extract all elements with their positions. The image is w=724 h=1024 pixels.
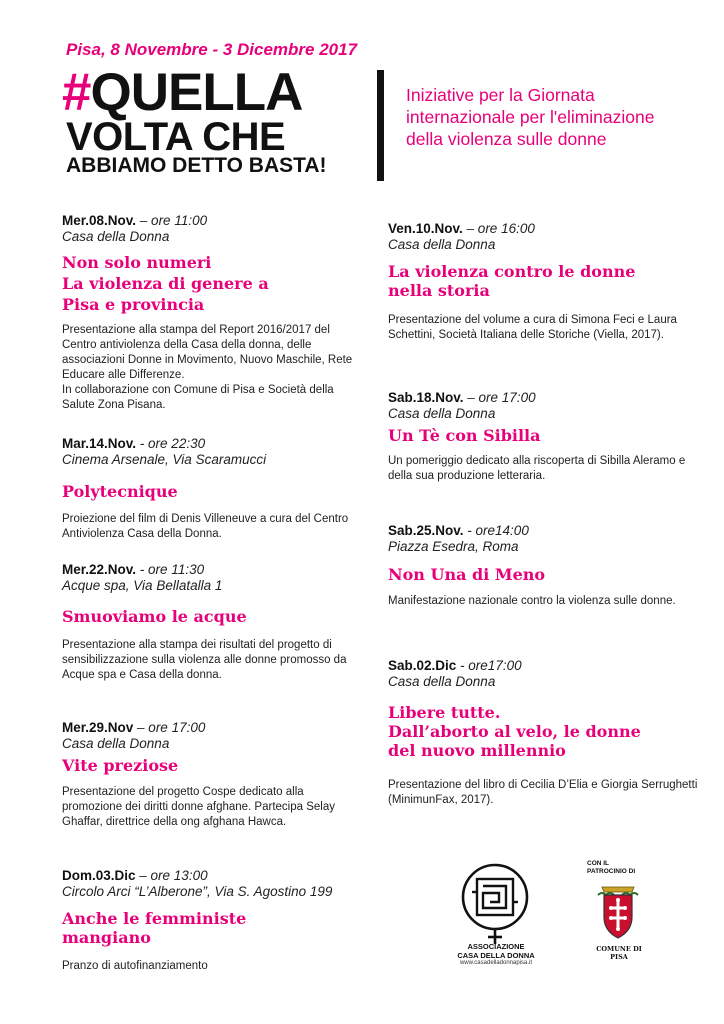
event-day: Sab.02.Dic <box>388 658 457 673</box>
event-place: Piazza Esedra, Roma <box>388 539 519 554</box>
association-name: ASSOCIAZIONE CASA DELLA DONNA <box>457 942 535 960</box>
event-title: Libere tutte. Dall’aborto al velo, le donne del nuovo millennio <box>388 703 641 760</box>
event-description: Presentazione del libro di Cecilia D’Elia e Giorgia Serrughetti (MinimunFax, 2017). <box>388 779 698 806</box>
event-title: Smuoviamo le acque <box>62 607 247 626</box>
headline-line-2: VOLTA CHE <box>66 115 286 159</box>
event-time: - ore 22:30 <box>136 436 206 451</box>
event-card <box>62 436 357 542</box>
event-description: Pranzo di autofinanziamento <box>62 960 208 972</box>
event-description: Un pomeriggio dedicato alla riscoperta di Sibilla Aleramo e della sua produzione letteraria. <box>388 455 686 482</box>
event-title: Non Una di Meno <box>388 565 546 584</box>
event-title: Vite preziose <box>62 756 179 775</box>
event-time: – ore 11:00 <box>136 213 208 228</box>
event-description: Presentazione alla stampa del Report 2016/2017 del Centro antiviolenza della Casa della donna, delle associazioni Donne in Movimento, Nuovo Maschile, Rete Educare alle Differenze. In collaborazione con Comune di Pisa e Società della Salute Zona Pisana. <box>62 324 353 411</box>
event-date <box>62 436 357 452</box>
headline-hashtag <box>62 63 303 122</box>
event-time: – ore 17:00 <box>133 720 206 735</box>
event-date <box>62 868 382 884</box>
event-description: Proiezione del film di Denis Villeneuve a cura del Centro Antiviolenza Casa della Donna. <box>62 513 349 540</box>
event-place: Acque spa, Via Bellatalla 1 <box>62 578 223 593</box>
event-card <box>62 868 382 974</box>
event-time: – ore 13:00 <box>135 868 208 883</box>
event-time: – ore 17:00 <box>463 390 536 405</box>
event-day: Sab.25.Nov. <box>388 523 464 538</box>
event-day: Mer.08.Nov. <box>62 213 137 228</box>
event-title: Polytecnique <box>62 482 178 501</box>
header-divider-bar <box>377 70 384 181</box>
event-date <box>388 523 688 539</box>
event-place: Casa della Donna <box>62 736 170 751</box>
event-place: Casa della Donna <box>388 406 496 421</box>
event-date <box>388 390 688 406</box>
event-time: - ore17:00 <box>456 658 522 673</box>
hash-symbol: # <box>62 63 91 122</box>
event-title: Non solo numeri La violenza di genere a Pisa e provincia <box>62 253 269 314</box>
event-title: Anche le femministe mangiano <box>62 909 247 947</box>
event-place: Cinema Arsenale, Via Scaramucci <box>62 452 267 467</box>
event-day: Dom.03.Dic <box>62 868 136 883</box>
event-title: Un Tè con Sibilla <box>388 426 541 445</box>
event-card <box>388 523 688 609</box>
event-day: Mer.22.Nov. <box>62 562 137 577</box>
association-url: www.casadelladonnapisa.it <box>459 960 533 966</box>
event-place: Casa della Donna <box>62 229 170 244</box>
event-day: Mar.14.Nov. <box>62 436 137 451</box>
event-card <box>62 562 357 683</box>
event-day: Mer.29.Nov <box>62 720 134 735</box>
comune-label: COMUNE DI PISA <box>596 945 642 961</box>
event-place: Casa della Donna <box>388 237 496 252</box>
headline-word-quella: QUELLA <box>90 63 303 122</box>
event-card <box>62 213 357 413</box>
event-title: La violenza contro le donne nella storia <box>388 262 636 300</box>
event-place: Casa della Donna <box>388 674 496 689</box>
event-day: Ven.10.Nov. <box>388 221 463 236</box>
event-place: Circolo Arci “L’Alberone”, Via S. Agostino 199 <box>62 884 333 899</box>
event-description: Presentazione alla stampa dei risultati del progetto di sensibilizzazione sulla violenza alle donne promosso da Acque spa e Casa della donna. <box>62 639 347 681</box>
event-day: Sab.18.Nov. <box>388 390 464 405</box>
event-card <box>388 221 688 343</box>
event-date <box>62 562 357 578</box>
event-card <box>62 720 357 830</box>
event-time: - ore14:00 <box>463 523 529 538</box>
patronage-label: CON IL PATROCINIO DI <box>587 860 636 875</box>
event-date <box>62 213 357 229</box>
event-card <box>388 390 688 484</box>
event-date <box>388 221 688 237</box>
event-card <box>388 658 698 808</box>
event-description: Presentazione del volume a cura di Simona Feci e Laura Schettini, Società Italiana delle Storiche (Viella, 2017). <box>388 314 677 341</box>
event-dates: Pisa, 8 Novembre - 3 Dicembre 2017 <box>66 40 358 59</box>
event-date <box>62 720 357 736</box>
event-time: – ore 16:00 <box>462 221 535 236</box>
event-time: - ore 11:30 <box>136 562 205 577</box>
event-description: Presentazione del progetto Cospe dedicato alla promozione dei diritti donne afghane. Partecipa Selay Ghaffar, direttrice della ong afghana Hawca. <box>62 786 335 828</box>
event-date <box>388 658 698 674</box>
event-description: Manifestazione nazionale contro la violenza sulle donne. <box>388 595 676 607</box>
headline-line-3: ABBIAMO DETTO BASTA! <box>66 154 327 177</box>
comune-pisa-crest-icon <box>592 883 644 941</box>
header-intro-text: Iniziative per la Giornata internazionale per l'eliminazione della violenza sulle donne <box>406 85 655 149</box>
